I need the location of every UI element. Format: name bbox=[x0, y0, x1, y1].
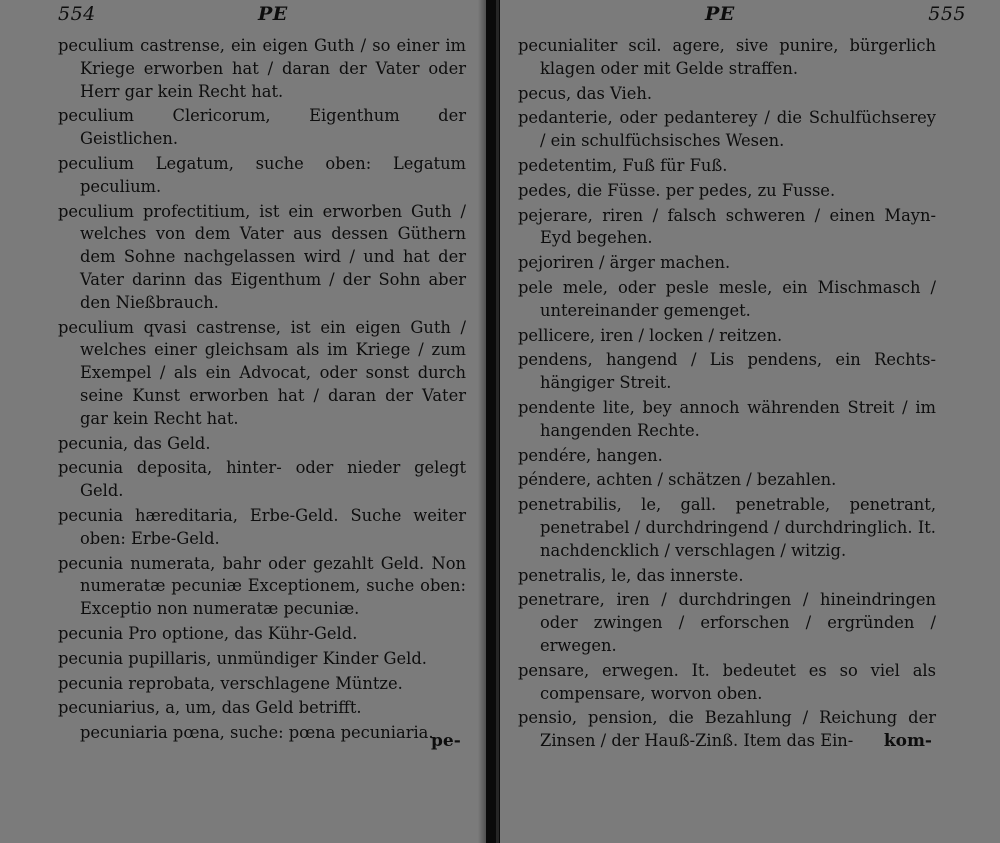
dictionary-entry: pecus, das Vieh. bbox=[518, 83, 653, 103]
dictionary-entry: pensare, erwegen. It. bedeutet es so viel als compensare, worvon oben. bbox=[518, 660, 936, 703]
dictionary-entry: pejoriren / ärger machen. bbox=[518, 253, 731, 273]
right-page-number: 555 bbox=[928, 3, 966, 25]
dictionary-entry: pecunia reprobata, verschlagene Müntze. bbox=[58, 673, 403, 693]
dictionary-entry: pejerare, riren / falsch schweren / einen Mayn-Eyd begehen. bbox=[518, 205, 936, 248]
dictionary-entry: pecunialiter scil. agere, sive punire, bürgerlich klagen oder mit Gelde straffen. bbox=[518, 36, 936, 78]
left-entries bbox=[58, 35, 466, 747]
dictionary-entry: pecunia deposita, hinter- oder nieder gelegt Geld. bbox=[58, 458, 466, 501]
dictionary-entry: pecunia hæreditaria, Erbe-Geld. Suche weiter oben: Erbe-Geld. bbox=[58, 505, 466, 548]
dictionary-entry: penetrare, iren / durchdringen / hineindringen oder zwingen / erforschen / ergründen / erwegen. bbox=[518, 590, 936, 655]
page-edge-shadow bbox=[478, 0, 486, 843]
dictionary-entry: pellicere, iren / locken / reitzen. bbox=[518, 325, 783, 345]
dictionary-subentry: pecuniaria pœna, suche: pœna pecuniaria. bbox=[80, 723, 434, 743]
gutter-fold bbox=[496, 0, 499, 843]
dictionary-entry: peculium Legatum, suche oben: Legatum peculium. bbox=[58, 153, 466, 196]
dictionary-entry: peculium castrense, ein eigen Guth / so einer im Kriege erworben hat / daran der Vater oder Herr gar kein Recht hat. bbox=[58, 36, 466, 101]
dictionary-entry: pendente lite, bey annoch währenden Streit / im hangenden Rechte. bbox=[518, 397, 936, 440]
dictionary-entry: penetrabilis, le, gall. penetrable, penetrant, penetrabel / durchdringend / durchdringlich. It. nachdencklich / verschlagen / witzig. bbox=[518, 495, 936, 560]
dictionary-entry: pecunia, das Geld. bbox=[58, 433, 211, 453]
dictionary-entry: pedanterie, oder pedanterey / die Schulfüchserey / ein schulfüchsisches Wesen. bbox=[518, 108, 936, 151]
dictionary-entry: pensio, pension, die Bezahlung / Reichung der Zinsen / der Hauß-Zinß. Item das Ein- bbox=[518, 708, 936, 751]
dictionary-entry: peculium profectitium, ist ein erworben Guth / welches von dem Vater aus dessen Güthern dem Sohne nachgelassen wird / und hat der Vater darinn das Eigenthum / der Sohn aber den Nießbrauch. bbox=[58, 201, 466, 312]
right-entries bbox=[518, 35, 936, 755]
left-catchword: pe- bbox=[431, 731, 461, 751]
dictionary-entry: pecuniarius, a, um, das Geld betrifft. bbox=[58, 698, 362, 718]
dictionary-entry: pedetentim, Fuß für Fuß. bbox=[518, 155, 728, 175]
dictionary-entry: pendére, hangen. bbox=[518, 445, 663, 465]
right-catchword: kom- bbox=[883, 731, 932, 751]
dictionary-entry: pecunia pupillaris, unmündiger Kinder Geld. bbox=[58, 648, 427, 668]
right-page bbox=[500, 0, 1000, 843]
dictionary-entry: pecunia Pro optione, das Kühr-Geld. bbox=[58, 623, 358, 643]
left-page bbox=[0, 0, 486, 843]
dictionary-entry: peculium Clericorum, Eigenthum der Geistlichen. bbox=[58, 106, 466, 149]
left-running-head: PE bbox=[258, 3, 288, 25]
dictionary-entry: péndere, achten / schätzen / bezahlen. bbox=[518, 470, 837, 490]
dictionary-entry: pedes, die Füsse. per pedes, zu Fusse. bbox=[518, 180, 836, 200]
dictionary-entry: pele mele, oder pesle mesle, ein Mischmasch / untereinander gemenget. bbox=[518, 277, 936, 320]
dictionary-entry: pecunia numerata, bahr oder gezahlt Geld. Non numeratæ pecuniæ Exceptionem, suche oben: Exceptio non numeratæ pecuniæ. bbox=[58, 553, 466, 619]
left-page-number: 554 bbox=[58, 3, 96, 25]
dictionary-entry: penetralis, le, das innerste. bbox=[518, 565, 744, 585]
right-running-head: PE bbox=[705, 3, 735, 25]
dictionary-entry: peculium qvasi castrense, ist ein eigen Guth / welches einer gleichsam als im Kriege / zum Exempel / als ein Advocat, oder sonst durch seine Kunst erworben hat / daran der Vater gar kein Recht hat. bbox=[58, 317, 466, 428]
dictionary-entry: pendens, hangend / Lis pendens, ein Rechts-hängiger Streit. bbox=[518, 350, 936, 393]
